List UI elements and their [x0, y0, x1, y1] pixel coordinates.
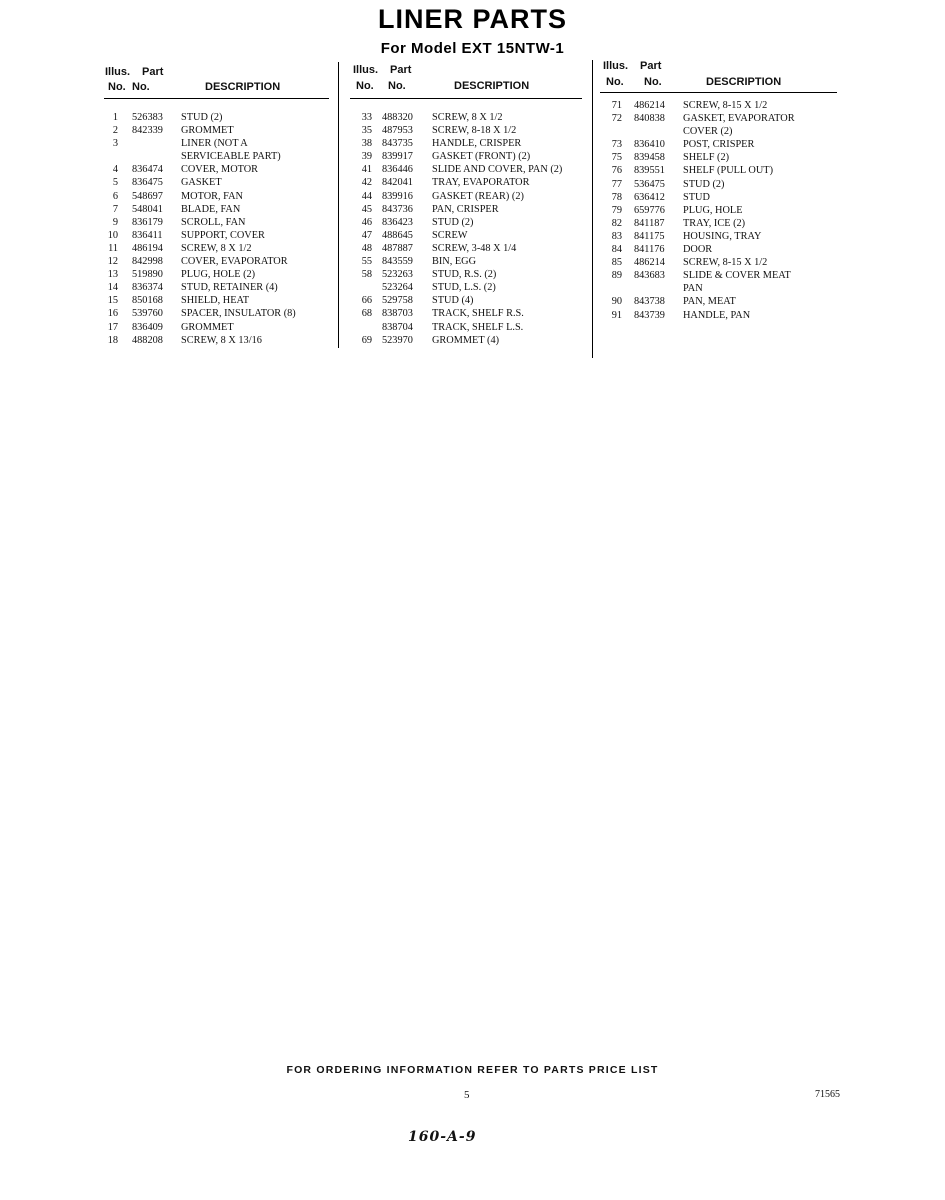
part-number: 488320 [382, 112, 413, 123]
part-number: 839916 [382, 190, 413, 202]
illus-number: 13 [107, 269, 118, 281]
illus-number: 42 [361, 177, 372, 189]
part-row [600, 309, 837, 322]
illus-number: 90 [611, 296, 622, 308]
part-number: 836409 [132, 321, 163, 333]
part-row [600, 217, 837, 230]
part-number: 839458 [634, 152, 665, 164]
part-no-label: No. [388, 80, 406, 92]
part-description: BIN, EGG [432, 256, 477, 268]
illus-number: 72 [611, 113, 622, 125]
illus-no-label: No. [356, 80, 374, 92]
parts-list [350, 111, 582, 347]
parts-column-2 [350, 64, 582, 347]
part-description: STUD (2) [432, 216, 474, 228]
part-row [600, 230, 837, 243]
part-number: 836179 [132, 216, 163, 228]
part-description: BLADE, FAN [181, 203, 241, 215]
part-description: DOOR [683, 244, 713, 256]
part-row [600, 295, 837, 308]
illus-label: Illus. [603, 60, 629, 72]
illus-number: 71 [611, 100, 622, 111]
part-row [600, 112, 837, 125]
illus-number: 48 [361, 242, 372, 254]
illus-number: 85 [611, 257, 622, 269]
illus-number: 91 [611, 309, 622, 321]
part-description: MOTOR, FAN [181, 190, 243, 202]
illus-no-label: No. [606, 76, 624, 88]
part-number: 659776 [634, 204, 665, 216]
part-description: STUD (4) [432, 295, 474, 307]
part-description: PAN, MEAT [683, 296, 736, 308]
part-row [350, 124, 582, 137]
part-row [350, 203, 582, 216]
illus-number: 41 [361, 164, 372, 176]
part-row [350, 255, 582, 268]
part-row [104, 294, 329, 307]
illus-number: 11 [108, 242, 118, 254]
part-description: LINER (NOT A [181, 138, 248, 150]
part-number: 836446 [382, 164, 413, 176]
part-number: 839551 [634, 165, 665, 177]
part-row [600, 282, 837, 295]
part-description: SCREW, 8-15 X 1/2 [683, 100, 768, 111]
part-number: 526383 [132, 112, 163, 123]
part-number: 486214 [634, 100, 665, 111]
part-row [104, 307, 329, 320]
part-number: 548697 [132, 190, 163, 202]
part-number: 539760 [132, 308, 163, 320]
part-row [350, 229, 582, 242]
part-number: 843683 [634, 270, 665, 282]
part-description: PAN, CRISPER [432, 203, 499, 215]
part-description: SLIDE AND COVER, PAN (2) [432, 164, 563, 176]
part-row [104, 255, 329, 268]
part-description: HOUSING, TRAY [683, 230, 762, 242]
illus-number: 10 [107, 229, 118, 241]
illus-number: 5 [112, 177, 118, 189]
illus-number: 82 [611, 217, 622, 229]
part-description: SCREW, 8 X 13/16 [181, 334, 262, 346]
illus-number: 46 [361, 216, 372, 228]
part-number: 842041 [382, 177, 413, 189]
part-description: STUD (2) [181, 112, 223, 123]
part-description: GASKET, EVAPORATOR [683, 113, 795, 125]
part-row [104, 334, 329, 347]
part-row [600, 269, 837, 282]
part-number: 523264 [382, 282, 413, 294]
part-no-label: No. [644, 76, 662, 88]
illus-number: 12 [107, 256, 118, 268]
part-number: 841176 [634, 244, 665, 256]
illus-number: 18 [107, 334, 118, 346]
illus-number: 38 [361, 138, 372, 150]
part-row [104, 321, 329, 334]
parts-list [104, 111, 329, 347]
part-row [600, 243, 837, 256]
part-number: 850168 [132, 295, 163, 307]
part-row [350, 321, 582, 334]
part-row [350, 176, 582, 189]
part-number: 836474 [132, 164, 163, 176]
part-number: 843738 [634, 296, 665, 308]
part-number: 843559 [382, 256, 413, 268]
handwritten-note: 160-A-9 [408, 1129, 477, 1145]
part-row [600, 256, 837, 269]
part-number: 529758 [382, 295, 413, 307]
part-number: 487953 [382, 125, 413, 137]
illus-number: 7 [112, 203, 118, 215]
part-row [104, 203, 329, 216]
illus-number: 35 [361, 125, 372, 137]
illus-number: 55 [361, 256, 372, 268]
part-number: 842339 [132, 125, 163, 137]
ordering-note: FOR ORDERING INFORMATION REFER TO PARTS PRICE LIST [286, 1064, 659, 1076]
part-description: SHELF (PULL OUT) [683, 165, 773, 177]
illus-number: 77 [611, 178, 622, 190]
part-row [350, 334, 582, 347]
part-description: COVER, EVAPORATOR [181, 256, 288, 268]
part-row [104, 111, 329, 124]
part-number: 836475 [132, 177, 163, 189]
part-row [104, 268, 329, 281]
part-row [104, 137, 329, 150]
column-header [104, 64, 329, 99]
illus-label: Illus. [353, 64, 379, 76]
part-number: 836374 [132, 282, 163, 294]
part-row [350, 150, 582, 163]
part-number: 536475 [634, 178, 665, 190]
part-description: STUD [683, 191, 710, 203]
column-divider [592, 60, 593, 358]
illus-number: 89 [611, 270, 622, 282]
part-number: 523970 [382, 334, 413, 346]
parts-column-1 [104, 64, 329, 347]
illus-number: 83 [611, 230, 622, 242]
part-row [600, 164, 837, 177]
part-number: 519890 [132, 269, 163, 281]
part-description: TRACK, SHELF L.S. [432, 321, 524, 333]
illus-number: 33 [361, 112, 372, 123]
part-no-label: No. [132, 81, 150, 93]
part-description: SLIDE & COVER MEAT [683, 270, 791, 282]
part-description: SHELF (2) [683, 152, 730, 164]
part-number: 487887 [382, 242, 413, 254]
part-number: 843739 [634, 309, 665, 321]
illus-number: 15 [107, 295, 118, 307]
document-number: 71565 [815, 1089, 840, 1100]
part-row [600, 125, 837, 138]
illus-number: 78 [611, 191, 622, 203]
part-description: POST, CRISPER [683, 139, 755, 151]
part-row [104, 163, 329, 176]
part-row [350, 190, 582, 203]
part-row [350, 137, 582, 150]
illus-number: 47 [361, 229, 372, 241]
illus-number: 44 [361, 190, 372, 202]
part-row [600, 204, 837, 217]
part-label: Part [640, 60, 662, 72]
part-description: STUD, R.S. (2) [432, 269, 497, 281]
part-row [600, 191, 837, 204]
illus-number: 17 [107, 321, 118, 333]
part-number: 523263 [382, 269, 413, 281]
illus-number: 16 [107, 308, 118, 320]
part-number: 840838 [634, 113, 665, 125]
part-description: PAN [683, 283, 703, 295]
illus-number: 75 [611, 152, 622, 164]
part-row [600, 99, 837, 112]
page-number: 5 [464, 1089, 470, 1101]
illus-number: 14 [107, 282, 118, 294]
description-label: DESCRIPTION [454, 80, 530, 92]
part-number: 636412 [634, 191, 665, 203]
part-row [104, 242, 329, 255]
part-number: 486194 [132, 242, 163, 254]
part-row [350, 242, 582, 255]
part-row [600, 151, 837, 164]
part-description: GASKET (REAR) (2) [432, 190, 524, 202]
part-label: Part [390, 64, 412, 76]
part-description: PLUG, HOLE (2) [181, 269, 256, 281]
illus-number: 69 [361, 334, 372, 346]
part-description: SCREW, 3-48 X 1/4 [432, 242, 517, 254]
illus-number: 39 [361, 151, 372, 163]
part-number: 836411 [132, 229, 163, 241]
part-description: STUD, RETAINER (4) [181, 282, 278, 294]
part-number: 486214 [634, 257, 665, 269]
part-description: COVER (2) [683, 126, 733, 138]
illus-no-label: No. [108, 81, 126, 93]
illus-number: 2 [112, 125, 118, 137]
description-label: DESCRIPTION [706, 76, 782, 88]
part-description: SCREW, 8-18 X 1/2 [432, 125, 517, 137]
part-description: PLUG, HOLE [683, 204, 743, 216]
part-row [350, 307, 582, 320]
column-header [350, 64, 582, 99]
part-description: TRAY, EVAPORATOR [432, 177, 530, 189]
part-description: TRACK, SHELF R.S. [432, 308, 524, 320]
part-description: HANDLE, PAN [683, 309, 751, 321]
part-number: 841187 [634, 217, 665, 229]
part-number: 488208 [132, 334, 163, 346]
part-description: SERVICEABLE PART) [181, 151, 281, 163]
illus-number: 45 [361, 203, 372, 215]
illus-number: 66 [361, 295, 372, 307]
illus-number: 73 [611, 139, 622, 151]
part-description: GASKET [181, 177, 222, 189]
part-description: SCROLL, FAN [181, 216, 246, 228]
part-row [350, 294, 582, 307]
part-description: SCREW [432, 229, 468, 241]
illus-label: Illus. [105, 66, 131, 78]
part-row [350, 163, 582, 176]
part-description: SCREW, 8-15 X 1/2 [683, 257, 768, 269]
part-description: SCREW, 8 X 1/2 [181, 242, 252, 254]
part-number: 548041 [132, 203, 163, 215]
part-number: 841175 [634, 230, 665, 242]
part-row [104, 190, 329, 203]
part-number: 836410 [634, 139, 665, 151]
part-row [104, 150, 329, 163]
part-description: SPACER, INSULATOR (8) [181, 308, 296, 320]
part-number: 843736 [382, 203, 413, 215]
part-row [350, 281, 582, 294]
part-description: SUPPORT, COVER [181, 229, 265, 241]
part-number: 838703 [382, 308, 413, 320]
part-description: SHIELD, HEAT [181, 295, 250, 307]
part-description: STUD, L.S. (2) [432, 282, 496, 294]
part-number: 838704 [382, 321, 413, 333]
part-row [350, 216, 582, 229]
part-row [350, 268, 582, 281]
illus-number: 3 [112, 138, 118, 150]
illus-number: 6 [112, 190, 118, 202]
model-subtitle: For Model EXT 15NTW-1 [380, 40, 565, 57]
part-description: GROMMET [181, 321, 234, 333]
illus-number: 84 [611, 244, 622, 256]
part-description: HANDLE, CRISPER [432, 138, 522, 150]
column-header [600, 58, 837, 93]
part-label: Part [142, 66, 164, 78]
illus-number: 4 [112, 164, 118, 176]
part-description: STUD (2) [683, 178, 725, 190]
illus-number: 9 [112, 216, 118, 228]
part-description: COVER, MOTOR [181, 164, 259, 176]
part-row [104, 281, 329, 294]
part-row [600, 178, 837, 191]
part-description: TRAY, ICE (2) [683, 217, 746, 229]
part-description: SCREW, 8 X 1/2 [432, 112, 503, 123]
part-row [104, 216, 329, 229]
part-number: 836423 [382, 216, 413, 228]
part-number: 842998 [132, 256, 163, 268]
parts-column-3 [600, 58, 837, 322]
part-row [600, 138, 837, 151]
illus-number: 76 [611, 165, 622, 177]
part-row [104, 176, 329, 189]
page-title: LINER PARTS [377, 4, 567, 34]
part-number: 843735 [382, 138, 413, 150]
part-description: GROMMET (4) [432, 334, 500, 346]
part-row [104, 124, 329, 137]
part-row [104, 229, 329, 242]
description-label: DESCRIPTION [205, 81, 281, 93]
part-number: 839917 [382, 151, 413, 163]
part-number: 488645 [382, 229, 413, 241]
part-description: GROMMET [181, 125, 234, 137]
illus-number: 58 [361, 269, 372, 281]
part-row [350, 111, 582, 124]
column-divider [338, 62, 339, 348]
illus-number: 1 [112, 112, 118, 123]
parts-list [600, 99, 837, 322]
illus-number: 79 [611, 204, 622, 216]
part-description: GASKET (FRONT) (2) [432, 151, 531, 163]
illus-number: 68 [361, 308, 372, 320]
